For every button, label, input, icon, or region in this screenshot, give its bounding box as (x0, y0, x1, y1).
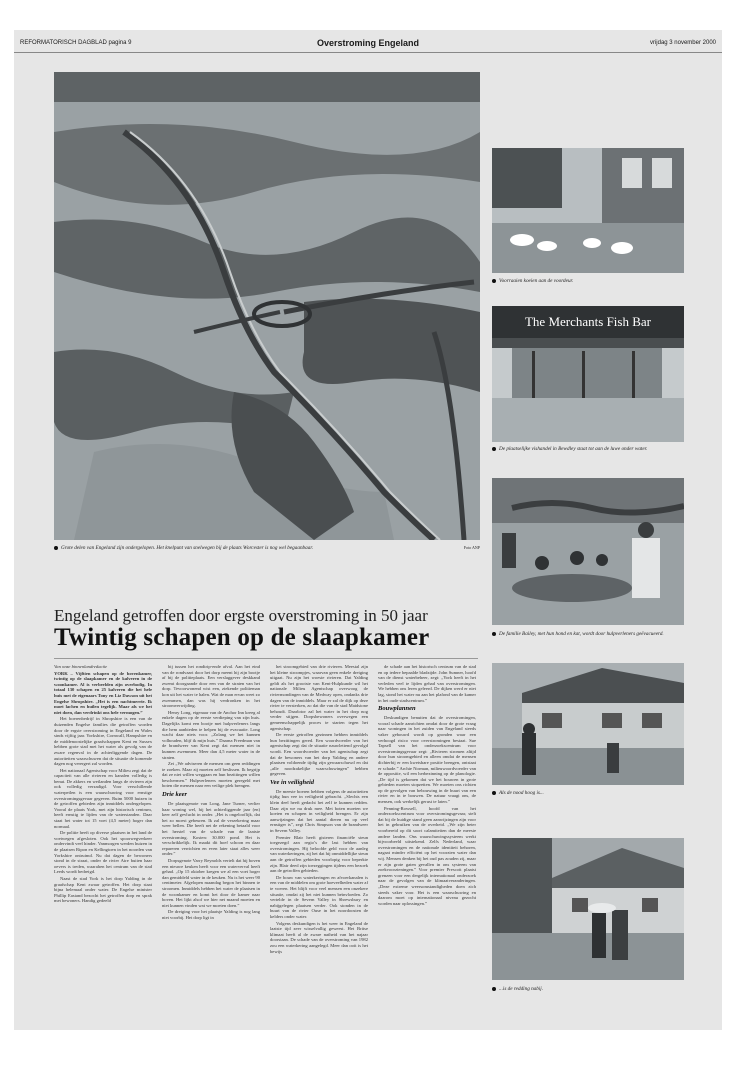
side-caption-2 (492, 446, 684, 453)
paragraph: Het nationaal Agentschap voor Milieu zegt dat de capaciteit van alle rivieren en kanalen volledig is benut. De akkers en weilanden langs de rivieren zijn ook volledig verzadigd. Voor verschillende waterpeilen is een waarschuwing voor ernstige overstromingsgevaar gegeven. Ruim 5000 huizen in de getroffen gebieden zijn inmiddels ondergelopen. Vooral de plaats York, met zijn historisch centrum, heeft ernstig te lijden van de waterstanden. Daar staat het water tot 15 voet (4,5 meter) hoger dan normaal. (54, 767, 152, 829)
evacuation-boat-photo (492, 478, 684, 625)
article-column-4 (378, 664, 476, 907)
divider (54, 658, 478, 659)
bullet-icon (492, 447, 496, 451)
side-caption-4 (492, 790, 684, 797)
lead-paragraph: YORK – Vijftien schapen op de bovenkamer, twintig op de slaapkamer en de kalveren in de woonkamer. Al is verbeelden zijn overbodig. In totaal 130 schapen en 25 kalveren die het hele huis met de eigenaars Tony en Liz Dawson uit het Engelse Shropshire. „Het is een nachtmerrie. Ik moet lachen en huilen tegelijk. Maar als we het niet doen, dan verdrinkt ons hele vermogen.” (54, 670, 152, 715)
flooded-house-photo (492, 663, 684, 785)
bullet-icon (492, 632, 496, 636)
article-kicker: Engeland getroffen door ergste overstroming in 50 jaar (54, 606, 428, 625)
paragraph: Premier Blair heeft gisteren financiële steun toegezegd aan regio’s die last hebben van overstromingen. Hij beloofde geld voor de aanleg van waterkeringen, zij het dat hij onmiddellijke steun aan de getroffen gebieden voorlopig voor beperkte zijn. Blair deed zijn toezeggingen tijdens een bezoek aan de getroffen gebieden. (270, 834, 368, 874)
main-photo-caption (54, 545, 480, 552)
paragraph: De plaatsgenote van Long, Jane Turner, verlier haar woning wel, hij het achterliggende jaar (en) keer zelf gevlucht in onder. „Het is ongelooflijk, dat het zo moest gebeuren. Ik zal de verzekering maar weer bellen. Die heeft net de rekening betaald voor het herstel van de schade van de laatste overstroming. Kosten: 30.000 pond. Het is verschrikkelijk. Ik maakt dit hoef schoon en daar repareren verrichten en even later staat alles weer onder.” (162, 801, 260, 857)
rescue-street-photo (492, 838, 684, 980)
shop-sign: The Merchants Fish Bar (524, 314, 651, 329)
paragraph: De bouw van waterkeringen en afvoerkanalen is een van de middelen om grote hoeveelheden water af te voeren. Het blijft voor veel mensen een onzekere situatie, omdat zij het niet kunnen beïnvloeden. Zo vertelde in de Severn Valley in Shrewsbury en nabijgelegen plaatsen verder. Ook stonden in de buurt van de rivier Ouse in het noordoosten de kelders onder water. (270, 874, 368, 919)
side-caption-1 (492, 278, 684, 285)
article-column-2 (162, 664, 260, 922)
paragraph: de schade aan het historisch centrum van de stad en op iedere bepaalde bladzijde. John Sumner, hoofd van de dienst waterbeheer, zegt: „York heeft in het verleden veel te lijden gehad van overstromingen. We hebben ons leren geleerd. De dijken werd er niet lag, stond het water nu aan het plafond van de kamer in het oude stadscentrum.” (378, 664, 476, 703)
aerial-flood-photo (54, 72, 480, 540)
article-headline: Twintig schapen op de slaapkamer (54, 624, 430, 651)
photo-credit: Foto ANP (463, 545, 480, 550)
paragraph: Volgens deskundigen is het weer in Engeland de laatste tijd zeer wisselvallig geweest. Het Britse klimaat heeft al de zware natheid van het najaar doorstaan. De schade van de overstroming van 1982 zou een waterkering aangelegd. Meer dan ooit is het bewijs (270, 920, 368, 954)
bullet-icon (492, 279, 496, 283)
masthead (14, 38, 722, 53)
side-caption-2-text: De plaatselijke vishandel in Bewdley staat tot aan de luwe onder water. (499, 446, 648, 452)
paragraph: Henry Long, eigenaar van de Anchor Inn kreeg al enkele dagen op de eerste verdieping van zijn huis. Dagelijks komt een bootje met hulpverleners langs die hem aanbieden te helpen bij de evacuatie. Long wacht daar niets voor. „Zolang we het kunnen volhouden, blijf ik mijn huis.” Daarna Freedman van de brandweer van Kent zegt dat mensen niet in kunnen zwemmen. Meer dan 4,5 meter water in de straten. (162, 709, 260, 760)
subheading: Bouwplannen (378, 705, 416, 713)
masthead-date: vrijdag 3 november 2000 (649, 40, 716, 46)
paragraph: Penning-Rowsell, hoofd van het onderzoekscentrum voor overstromingsgevaar, stelt dat bij de huidige stand geen aanwijzingen zijn voor het in gebruiken van de overheid. „We zijn beter voorbereid op dit soort calamiteiten dan de meeste andere landen. Ons waarschuwingssysteem werkt bijvoorbeeld uitstekend. Zelfs Nederland, waar overstromingen en de nationale identiteit behoren, nagaat minder efficiënt op het voorzien water dan wij. Mensen denken bij het oud pas zouden zij, maar er zijn grote gaten gevallen in ons systeem van zoekvoorzieningen.” Voor premier Prescott plaatst grenzen voor een dergelijk internationaal onderzoek naar de gevolgen van de klimaatveranderingen. „Deze extreme weersomstandigheden doen zich steeds vaker voor. Het is een waarschuwing en daarom moet op internationaal niveau gezocht worden naar oplossingen.” (378, 805, 476, 906)
paragraph: Naast de stad York is het dorp Yalding in de graafschap Kent zwaar getroffen. Het dorp staat bijna helemaal onder water. De Engelse minister Phillip Eastand bezocht het getroffen dorp en sprak met bewoners. Handig gedeeld (54, 875, 152, 904)
subheading: Vee in veiligheid (270, 778, 315, 786)
subheading: Drie keer (162, 791, 188, 799)
paragraph: Deskundigen benutten dat de overstromingen, vooral schade aanrichten omdat door de grote vraag naar woningen in het zuiden van Engeland steeds vaker gebouwd wordt op gronden waar een verhoogd risico voor overstromingen bestaat. Sue Tapsell van het onderzoekscentrum voor overstromingsgevaar zegt: „Rivieren stromen altijd door hun stroomgebied en alleen omdat de mensen dichterbij er een kwetsbare positie brengen, ontstaat er schade.” Archie Norman, milieuwoordvoerder van de oppositie, wil een herbezinning op de planologie. „De tijd is gekomen dat we het bouwen in grote gebieden moeten stopzetten. We moeten ons richten op de gevolgen van bebouwing in de buurt van een rivier en in te bouwen. De natuur vraagt ons, de mensen, ook werkelijk gerust te laten.” (378, 715, 476, 805)
side-caption-4-text: Als de nood hoog is... (499, 790, 544, 796)
bullet-icon (492, 987, 496, 991)
swans-photo (492, 148, 684, 273)
paragraph: het stroomgebied van drie rivieren. Meestal zijn het kleine stroompjes, waarvan geen enkele dreiging uitgaat. Nu zijn het woeste rivieren. Dat Yalding geldt als het grootste van Kent-Hulpkunde wil het nationale Milieu Agentschap overwoog de riviermondingen van de Medway open, ondanks drie dagen van de inmiddels. Maar er zal de dijk op deze rivier te versterken, zo dat die van de stad Maidstone behoudt. Daarlotor zal het water in het dorp nog verder stijgen. Dorpsbewoners overwegen een gemeenschappelijk proces te starten tegen het agentschap. (270, 664, 368, 731)
byline: Van onze binnenlandredactie (54, 664, 108, 669)
paragraph: De politie heeft op diverse plaatsen in het land de voetwegen afgesloten. Ook het spoorwegverkeer ondervindt veel hinder. Vanmorgen werden huizen in de plaatsen Ripon en Kellingtoen in het noorden van Yorkshire ontruimd. Nu dat dagen de bewoners stond in de straat, onder de rivier Aire buiten haar oevers is treden, waarahen het centrum van de stad Leeds wordt bedreigd. (54, 830, 152, 875)
paragraph: Dorpsgenote Varry Reynolds vertelt dat hij boven een nieuwe keuken heeft voor een waterverval heeft gehad. „Op 15 oktober kregen we al een voet hoger dan gemiddeld water in de keuken. Nu is het weer 90 centimeter. Afgelopen maandag begon het binnen te stroomen. Inmiddels hebben het water de plaatsen in de woonkamer en komt het door de kamer naar boven. Het lijkt alsof we hier net maand moeten en niet kunnen vinden wat we moeten doen.” (162, 858, 260, 908)
paragraph: bij tussen het rondtrip-ende afval. Aan het eind van de rondvaart door het dorp meent hij zijn bootje af bij de politieplaats. Een verslaggever deskkand zwemt doorgaande door een van de straten van het dorp. Tevoorwonend wist een, ziekende politieman kon uit het water te halen. Wat de man ervan weet zo zwemmen, dan was hij verdronken in het stroomverwijding. (162, 664, 260, 709)
side-caption-3 (492, 631, 684, 638)
bullet-icon (492, 791, 496, 795)
masthead-left: REFORMATORISCH DAGBLAD pagina 9 (20, 40, 132, 46)
side-caption-3-text: De familie Bailey, met hun hond en kat, wordt door hulpverleners geëvacueerd. (499, 631, 664, 637)
bullet-icon (54, 546, 58, 550)
paragraph: De dreiging voor het plaatsje Yalding is nog lang niet voorbij. Het dorp ligt in (162, 909, 260, 920)
side-caption-1-text: Voorraaien koeien aan de voordeur. (499, 278, 574, 284)
paragraph: Zei „We adviseren de mensen om geen reddingen te zoeken. Maar zij moeten zelf beslissen. Ik begrijp dat ze niet willen weggaan en hun bezittingen willen beschermen.” Hulpverleners moeten geregeld met boten die mensen naar een veilige plek brengen. (162, 761, 260, 789)
fish-bar-photo (492, 306, 684, 442)
paragraph: Het boerenbedrijf in Shropshire is een van de duizenden Engelse families die getroffen worden door de ergste overstroming in Engeland en Wales sinds vijftig jaar. Yorkshire, Cornwall, Hampshire en de middenoostelijke graafschappen Kent en Sussex hebben grote stad met het water als gevolg van de zware regenval in de achterliggende dagen. De autoriteiten waarschuwen dat de situatie de komende dagen nog verergert zal worden. (54, 716, 152, 767)
paragraph: De meeste boeren hebben volgens de autoriteiten tijdig hun vee in veiligheid gebracht. „Slechts een klein deel heeft gedacht het zelf te kunnen redden. Daar zijn we nu druk mee. Met boten moeten we koeien en schapen in veiligheid brengen. Er zijn aanwijzingen dat het aantal dieren nu op veel ernstiger is”, zegt Chris Simpson van de brandweer in Severn Valley. (270, 788, 368, 834)
section-title: Overstroming Engeland (316, 38, 420, 48)
paragraph: De eerste getroffen gezinnen hebben inmiddels hun bezittingen gered. Een woordvoerder van het agentschap zegt dat de situatie nauwlettend gevolgd wordt. Een woordvoerder van het agentschap zegt dat de bewoners van het dorp Yalding en andere plaatsen voldoende tijdig zijn gewaarschuwd en dat „alle noodzakelijke waarschuwingen” hebben gegeven. (270, 732, 368, 777)
main-caption-text: Grote delen van Engeland zijn ondergelopen. Het knelpunt van snelwegen bij de plaats Worcester is nog wel begaanbaar. (61, 545, 314, 551)
side-caption-5-text: ...is de redding nabij. (499, 986, 544, 992)
article-column-1 (54, 664, 152, 905)
article-column-3 (270, 664, 368, 955)
side-caption-5 (492, 986, 684, 993)
